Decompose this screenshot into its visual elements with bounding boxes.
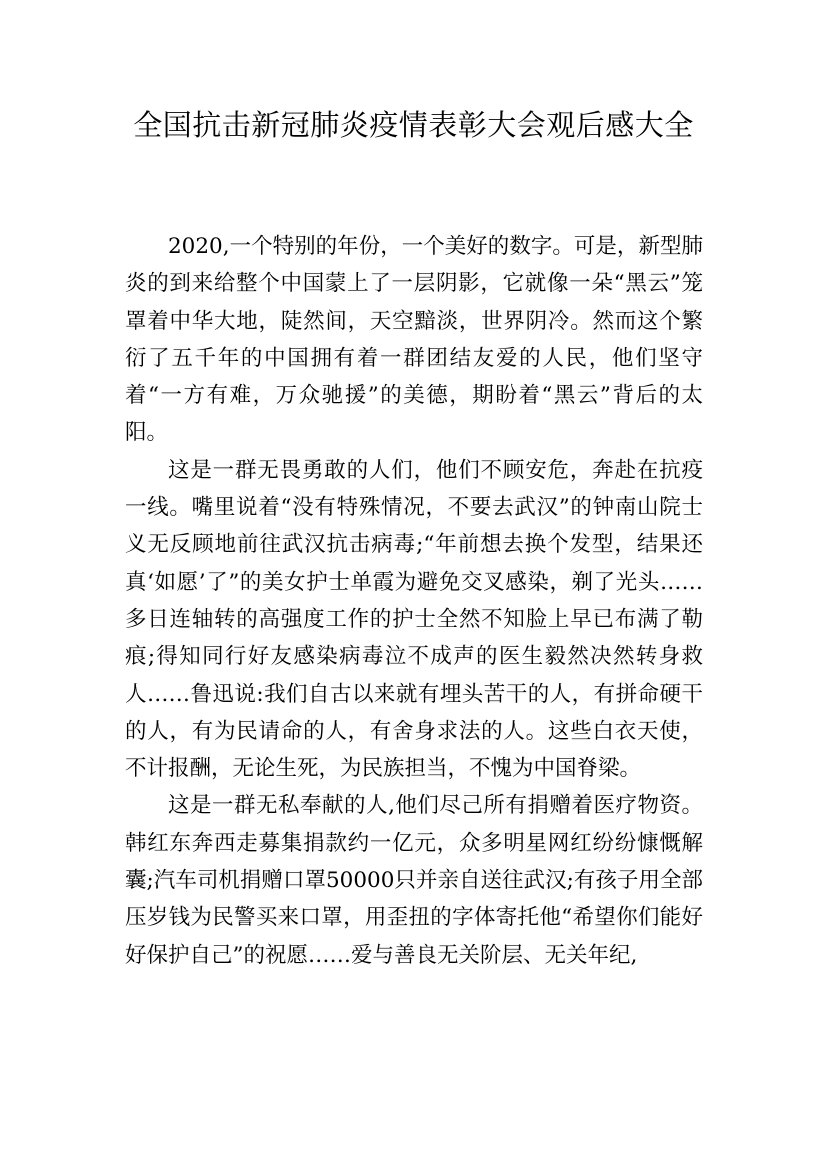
document-title: 全国抗击新冠肺炎疫情表彰大会观后感大全 xyxy=(133,108,694,142)
paragraph-3: 这是一群无私奉献的人,他们尽己所有捐赠着医疗物资。韩红东奔西走募集捐款约一亿元，众多明星网红纷纷慷慨解囊;汽车司机捐赠口罩50000只并亲自送往武汉;有孩子用全部压岁钱为民警买来口罩，用歪扭的字体寄托他“希望你们能好好保护自己”的祝愿……爱与善良无关阶层、无关年纪, xyxy=(125,793,703,968)
paragraph-2: 这是一群无畏勇敢的人们，他们不顾安危，奔赴在抗疫一线。嘴里说着“没有特殊情况，不要去武汉”的钟南山院士义无反顾地前往武汉抗击病毒;“年前想去换个发型，结果还真‘如愿’了”的美女护士单霞为避免交叉感染，剃了光头……多日连轴转的高强度工作的护士全然不知脸上早已布满了勒痕;得知同行好友感染病毒泣不成声的医生毅然决然转身救人……鲁迅说:我们自古以来就有埋头苦干的人，有拼命硬干的人，有为民请命的人，有舍身求法的人。这些白衣天使，不计报酬，无论生死，为民族担当，不愧为中国脊梁。 xyxy=(125,457,703,782)
paragraph-1: 2020,一个特别的年份，一个美好的数字。可是，新型肺炎的到来给整个中国蒙上了一层阴影，它就像一朵“黑云”笼罩着中华大地，陡然间，天空黯淡，世界阴冷。然而这个繁衍了五千年的中国拥有着一群团结友爱的人民，他们坚守着“一方有难，万众驰援”的美德，期盼着“黑云”背后的太阳。 xyxy=(125,234,703,446)
document-body xyxy=(125,228,703,974)
